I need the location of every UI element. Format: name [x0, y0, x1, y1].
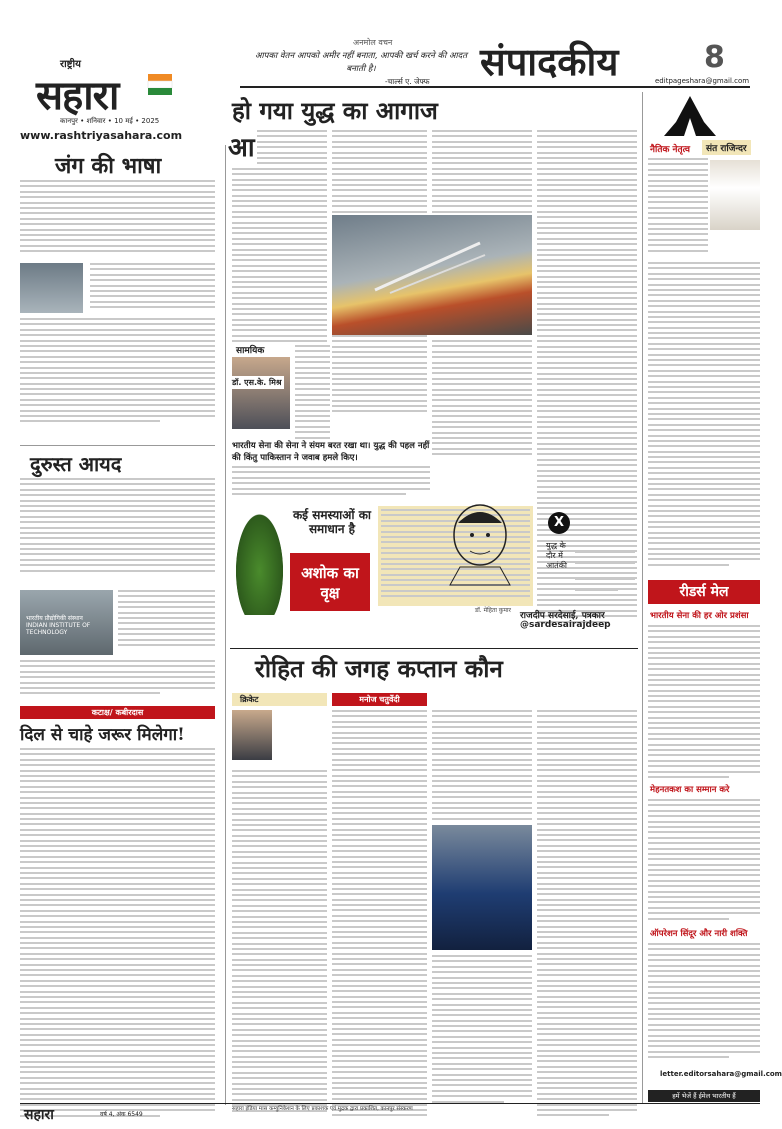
editorial-3-title: दिल से चाहे जरूर मिलेगा! [20, 725, 185, 745]
cartoon-quote [575, 540, 635, 600]
divider-1 [20, 445, 215, 446]
editorial-1-body-3 [20, 318, 215, 438]
cricket-title: रोहित की जगह कप्तान कौन [255, 655, 503, 683]
footer-imprint: सहारा इंडिया मास कम्युनिकेशन के लिए प्रकाशक एवं मुद्रक द्वारा प्रकाशित, कानपुर संस्करण [232, 1106, 413, 1112]
editorial-1-body-2 [90, 263, 215, 315]
cartoon-handle[interactable]: @sardesairajdeep [520, 620, 611, 630]
masthead-logo: सहारा [36, 73, 119, 119]
lead-col-2b [432, 340, 532, 455]
right-section-tag: नैतिक नेतृत्व [650, 145, 691, 155]
right-essay-2 [648, 262, 760, 574]
letter-3-body [648, 943, 760, 1063]
missile-trail [370, 235, 490, 295]
editorial-2-title: दुरुस्त आयद [30, 452, 122, 476]
praying-hands-icon [650, 92, 730, 140]
lead-col-1b [295, 345, 330, 440]
lead-dropcap: आ [228, 128, 257, 164]
right-col-rule [642, 92, 643, 1104]
lead-col-1c [232, 466, 430, 496]
ashok-credit: डॉ. मेहिता कुमार [475, 607, 511, 614]
cricket-section-tag: क्रिकेट [232, 693, 327, 706]
editorial-1-body [20, 180, 215, 260]
lead-title: हो गया युद्ध का आगाज [232, 97, 438, 125]
quote-author: -चार्ल्स ए. जेफ्फ [385, 77, 430, 86]
editorial-1-title: जंग की भाषा [55, 153, 162, 179]
letter-2-body [648, 799, 760, 924]
iit-sign-text: भारतीय प्रौद्योगिकी संस्थान INDIAN INSTITUTE OF TECHNOLOGY [26, 615, 91, 636]
letter-1-body [648, 625, 760, 780]
quote-heading: अनमोल वचन [353, 38, 393, 47]
quote-text: आपका वेतन आपको अमीर नहीं बनाता, आपकी खर्च करने की आदत बनाती है। [254, 51, 468, 74]
letter-footer-note: हमें भेजें हैं ईमेल भारतीय हैं [648, 1090, 760, 1102]
page-title: संपादकीय [480, 40, 619, 84]
cricket-col-3 [432, 710, 532, 820]
letter-email[interactable]: letter.editorsahara@gmail.com [660, 1070, 782, 1078]
page-number: 8 [704, 40, 725, 75]
editorial-2-body-2 [118, 590, 215, 656]
ashok-title-top: कई समस्याओं का समाधान है [292, 508, 372, 536]
footer-rule [20, 1103, 760, 1104]
right-author-tag: संत राजिन्दर [702, 140, 751, 155]
cartoon-label-1: युद्ध के [546, 541, 566, 550]
cricket-col-1 [232, 770, 327, 1098]
sant-rajinder-photo [710, 160, 760, 230]
logo-flag-icon [148, 74, 172, 96]
satire-section-tag: कटाक्ष/ कबीरदास [20, 706, 215, 719]
editorial-3-body [20, 748, 215, 1098]
left-col-rule [225, 145, 226, 1105]
cartoon-caricature [440, 495, 530, 585]
cartoon-label-3: आतंकी [546, 561, 567, 570]
editorial-2-body [20, 478, 215, 588]
masthead-prefix: राष्ट्रीय [60, 59, 81, 70]
cricket-top-rule [230, 648, 638, 649]
letter-1-title: भारतीय सेना की हर ओर प्रशंसा [650, 611, 749, 621]
right-essay-1 [648, 158, 708, 258]
cricket-col-3b [432, 955, 532, 1098]
x-logo-icon: X [548, 512, 570, 534]
reader-mail-header: रीडर्स मेल [648, 580, 760, 604]
website[interactable]: www.rashtriyasahara.com [20, 129, 183, 142]
footer-volume: वर्ष 4, अंक 6549 [100, 1111, 143, 1118]
lead-author: डॉ. एस.के. मिश्र [232, 378, 282, 387]
letter-3-title: ऑपरेशन सिंदूर और नारी शक्ति [650, 929, 748, 939]
masthead-rule [240, 86, 750, 88]
author-mishra-photo [232, 357, 290, 429]
cricket-col-2 [332, 710, 427, 1098]
cartoon-label-2: दौर में [546, 551, 563, 560]
editorial-2-body-3 [20, 660, 215, 702]
helicopter-photo [20, 263, 83, 313]
ashok-tree-photo [232, 505, 287, 615]
lead-col-3 [432, 130, 532, 215]
rohit-sharma-photo [432, 825, 532, 950]
page-email[interactable]: editpageshara@gmail.com [655, 77, 750, 85]
lead-section-tag: सामयिक [236, 346, 265, 356]
footer-logo: सहारा [24, 1107, 54, 1123]
cricket-author: मनोज चतुर्वेदी [332, 693, 427, 706]
lead-highlight: भारतीय सेना की सेना ने संयम बरत रखा था। युद्ध की पहल नहीं की किंतु पाकिस्तान ने जवाब हमले किए। [232, 441, 430, 463]
cricket-col-4 [537, 710, 637, 1098]
date-line: कानपुर • शनिवार • 10 मई • 2025 [60, 117, 160, 125]
ashok-title-box: अशोक का वृक्ष [290, 553, 370, 611]
cartoon-artist: राजदीप सरदेसाई, पत्रकार [520, 611, 605, 621]
author-chaturvedi-photo [232, 710, 272, 760]
letter-2-title: मेहनतकश का सम्मान करे [650, 785, 730, 795]
